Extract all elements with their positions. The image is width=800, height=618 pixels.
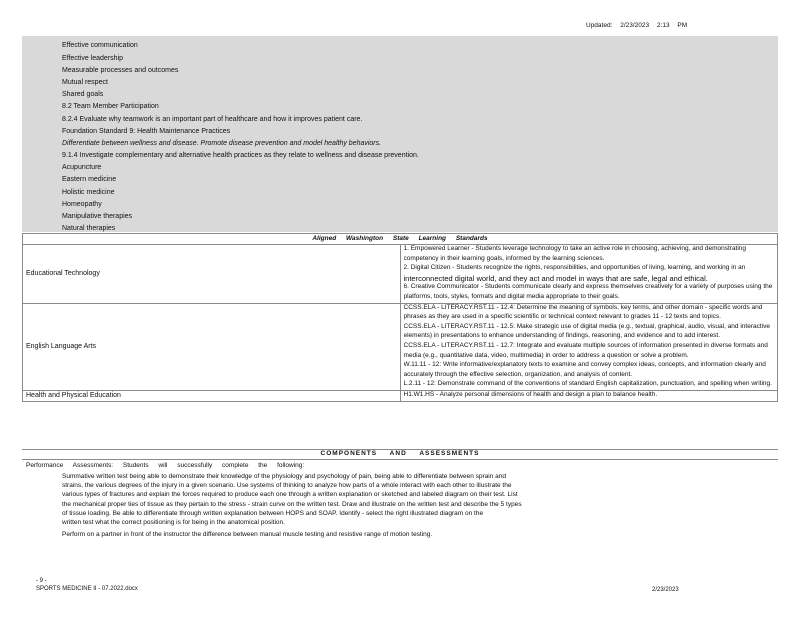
list-item: Foundation Standard 9: Health Maintenance Practices <box>62 127 231 135</box>
standards-cell: 1. Empowered Learner - Students leverage technology to take an active role in choosing, achieving, and demonstrating competency in their learning goals, informed by the learning sciences. 2. Digital Citizen - Students recognize the rights, responsibilities, and opportunities of living, learning, and working in an interconnected digital world, and they act and model in ways that are safe, legal and ethical. 6. Creative Communicator - Students communicate clearly and express themselves creatively for a variety of purposes using the platforms, tools, styles, formats and digital media appropriate to their goals. <box>400 245 778 304</box>
list-item: Eastern medicine <box>62 176 117 184</box>
page-number: - 9 - <box>36 578 47 584</box>
components-heading: COMPONENTS AND ASSESSMENTS <box>22 449 778 460</box>
updated-label: Updated: <box>586 22 613 29</box>
table-row <box>23 245 778 304</box>
updated-time: 2:13 PM <box>656 22 688 29</box>
standards-cell: CCSS.ELA - LITERACY.RST.11 - 12.4: Determine the meaning of symbols, key terms, and other domain - specific words and phrases as they are used in a specific scientific or technical context relevant to grades 11 - 12 texts and topics. CCSS.ELA - LITERACY.RST.11 - 12.5: Make strategic use of digital media (e.g., textual, graphical, audio, visual, and interactive elements) in presentations to enhance understanding of findings, reasoning, and evidence and to add interest. CCSS.ELA - LITERACY.RST.11 - 12.7: Integrate and evaluate multiple sources of information presented in diverse formats and media (e.g., quantitative data, video, multimedia) in order to address a question or solve a problem. W.11.11 - 12: Write informative/explanatory texts to examine and convey complex ideas, concepts, and information clearly and accurately through the effective selection, organization, and analysis of content. L.2.11 - 12: Demonstrate command of the conventions of standard English capitalization, punctuation, and spelling when writing. <box>400 303 778 390</box>
performance-intro: Performance Assessments: Students will successfully complete the following: <box>26 462 305 469</box>
table-row <box>23 303 778 390</box>
list-item: Natural therapies <box>62 225 116 233</box>
subject-cell: English Language Arts <box>23 303 401 390</box>
table-row <box>23 390 778 401</box>
bullet-icon <box>40 531 62 540</box>
footer-date: 2/23/2023 <box>652 587 679 593</box>
list-item: Measurable processes and outcomes <box>62 66 179 74</box>
assessment-list <box>40 473 762 540</box>
assessment-text: Summative written test being able to demonstrate their knowledge of the physiology and psychology of pain, being able to differentiate between sprain and strains, the various degrees of the injury in a given scenario. Use systems of thinking to analyze how parts of a whole interact with each other to illustrate the various types of fractures and explain the forces required to produce each one through a written explanation or sketched and labeled diagram on their test. List the mechanical proper ties of tissue as they pertain to the stress - strain curve on the written test. Draw and illustrate on the written test and describe the 5 types of tissue loading. Be able to differentiate through written explanation between HOPS and SOAP. Identify - select the right illustrated diagram on the written test what the correct positioning is for being in the anatomical position. <box>62 473 522 526</box>
list-item <box>40 473 762 528</box>
list-item: Shared goals <box>62 91 104 99</box>
topic-outline <box>22 36 778 232</box>
bullet-icon <box>40 473 62 528</box>
footer <box>36 578 138 594</box>
list-item: 8.2 Team Member Participation <box>62 103 159 111</box>
list-item <box>40 531 762 540</box>
list-item: Differentiate between wellness and disease. Promote disease prevention and model healthy behaviors. <box>62 139 382 147</box>
updated-date: 2/23/2023 <box>620 22 650 29</box>
list-item: 8.2.4 Evaluate why teamwork is an important part of healthcare and how it improves patient care. <box>62 115 363 123</box>
list-item: Mutual respect <box>62 78 108 86</box>
standards-table <box>22 233 778 402</box>
subject-cell: Educational Technology <box>23 245 401 304</box>
assessment-text: Perform on a partner in front of the instructor the difference between manual muscle testing and resistive range of motion testing. <box>62 531 433 539</box>
standards-heading: Aligned Washington State Learning Standards <box>23 234 778 245</box>
standards-cell: H1.W1.HS - Analyze personal dimensions of health and design a plan to balance health. <box>400 390 778 401</box>
list-item: Effective leadership <box>62 54 123 62</box>
document-name: SPORTS MEDICINE II - 07.2022.docx <box>36 585 138 592</box>
list-item: Effective communication <box>62 42 138 50</box>
list-item: Manipulative therapies <box>62 213 133 220</box>
updated-timestamp <box>586 22 687 31</box>
list-item: Holistic medicine <box>62 188 115 196</box>
subject-cell: Health and Physical Education <box>23 390 401 401</box>
list-item: Homeopathy <box>62 200 102 208</box>
topic-list <box>42 40 419 235</box>
list-item: Acupuncture <box>62 164 102 172</box>
list-item: 9.1.4 Investigate complementary and alternative health practices as they relate to wellness and disease prevention. <box>62 152 419 160</box>
